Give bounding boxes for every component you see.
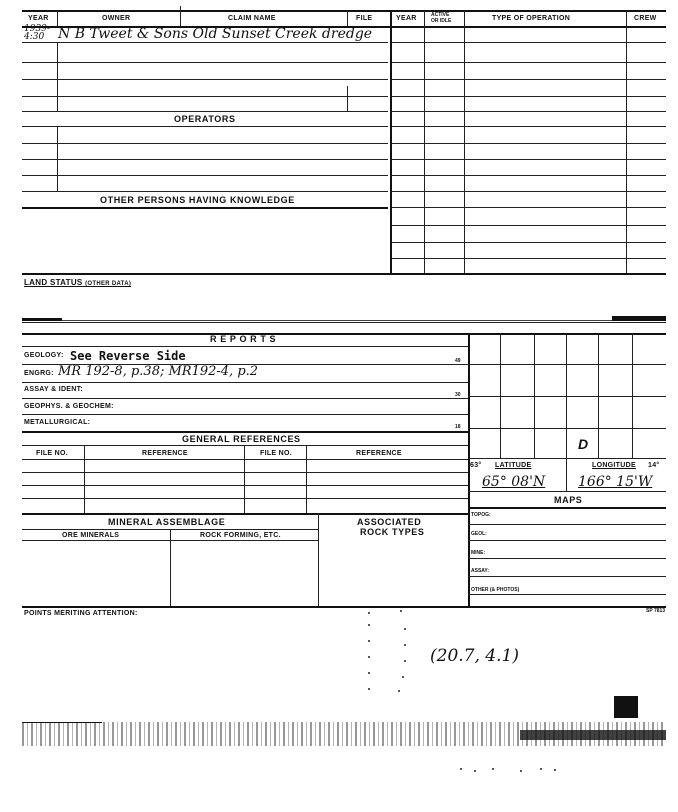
mineral-assemblage-heading: MINERAL ASSEMBLAGE (108, 517, 226, 527)
longitude-suffix: 14° (648, 462, 660, 469)
geophys-label: GEOPHYS. & GEOCHEM: (24, 403, 114, 410)
land-status-heading (24, 278, 131, 287)
associated-heading: ASSOCIATED (357, 517, 422, 527)
latitude-prefix: 63° (470, 462, 482, 469)
header-type-of-operation: TYPE OF OPERATION (492, 15, 571, 22)
ref-reference-1: REFERENCE (142, 450, 188, 457)
reports-heading: R E P O R T S (210, 334, 277, 344)
maps-geol: GEOL: (471, 531, 487, 537)
ref-file-no-2: FILE NO. (260, 450, 292, 457)
land-status-sublabel: (OTHER DATA) (85, 281, 132, 287)
maps-mine: MINE: (471, 550, 486, 556)
owner-entry-text: N B Tweet & Sons Old Sunset Creek dredge (58, 26, 373, 42)
header-year-2: YEAR (396, 15, 417, 22)
maps-topog: TOPOG: (471, 512, 491, 518)
owner-entry-year-2: 4:30 (24, 32, 45, 42)
header-crew: CREW (634, 15, 657, 22)
longitude-value: 166° 15'W (578, 474, 653, 490)
maps-assay: ASSAY: (471, 568, 490, 574)
points-meriting-label: POINTS MERITING ATTENTION: (24, 610, 138, 617)
header-claim-name: CLAIM NAME (228, 15, 276, 22)
maps-other: OTHER (& PHOTOS) (471, 587, 520, 593)
header-or-idle: OR IDLE (431, 18, 452, 24)
coordinate-note: (20.7, 4.1) (430, 646, 519, 666)
land-status-label: LAND STATUS (24, 278, 83, 287)
engrg-value: MR 192-8, p.38; MR192-4, p.2 (58, 364, 259, 379)
header-file: FILE (356, 15, 373, 22)
header-active: ACTIVE (431, 12, 450, 18)
scan-mark (614, 696, 638, 718)
form-number: SP 7813 (646, 608, 666, 614)
rock-types-heading: ROCK TYPES (360, 527, 425, 537)
ore-minerals-label: ORE MINERALS (62, 532, 120, 539)
engrg-label: ENGRG: (24, 370, 54, 377)
maps-heading: MAPS (554, 495, 583, 505)
other-persons-heading: OTHER PERSONS HAVING KNOWLEDGE (100, 195, 295, 205)
longitude-label: LONGITUDE (592, 462, 636, 469)
reports-number-18: 18 (455, 424, 461, 430)
reports-number-49: 49 (455, 358, 461, 364)
rock-forming-label: ROCK FORMING, ETC. (200, 532, 281, 539)
latitude-label: LATITUDE (495, 462, 532, 469)
general-references-heading: GENERAL REFERENCES (182, 434, 301, 444)
operators-heading: OPERATORS (174, 114, 236, 124)
metallurgical-label: METALLURGICAL: (24, 419, 91, 426)
header-owner: OWNER (102, 15, 131, 22)
ref-reference-2: REFERENCE (356, 450, 402, 457)
reports-number-30: 30 (455, 392, 461, 398)
geology-label: GEOLOGY: (24, 352, 64, 359)
latitude-value: 65° 08'N (482, 474, 546, 490)
header-year: YEAR (28, 15, 49, 22)
grid-mark: D (578, 436, 589, 452)
assay-ident-label: ASSAY & IDENT: (24, 386, 84, 393)
ref-file-no-1: FILE NO. (36, 450, 68, 457)
owner-entry-year: 1939- (24, 24, 50, 34)
geology-value: See Reverse Side (70, 349, 186, 363)
